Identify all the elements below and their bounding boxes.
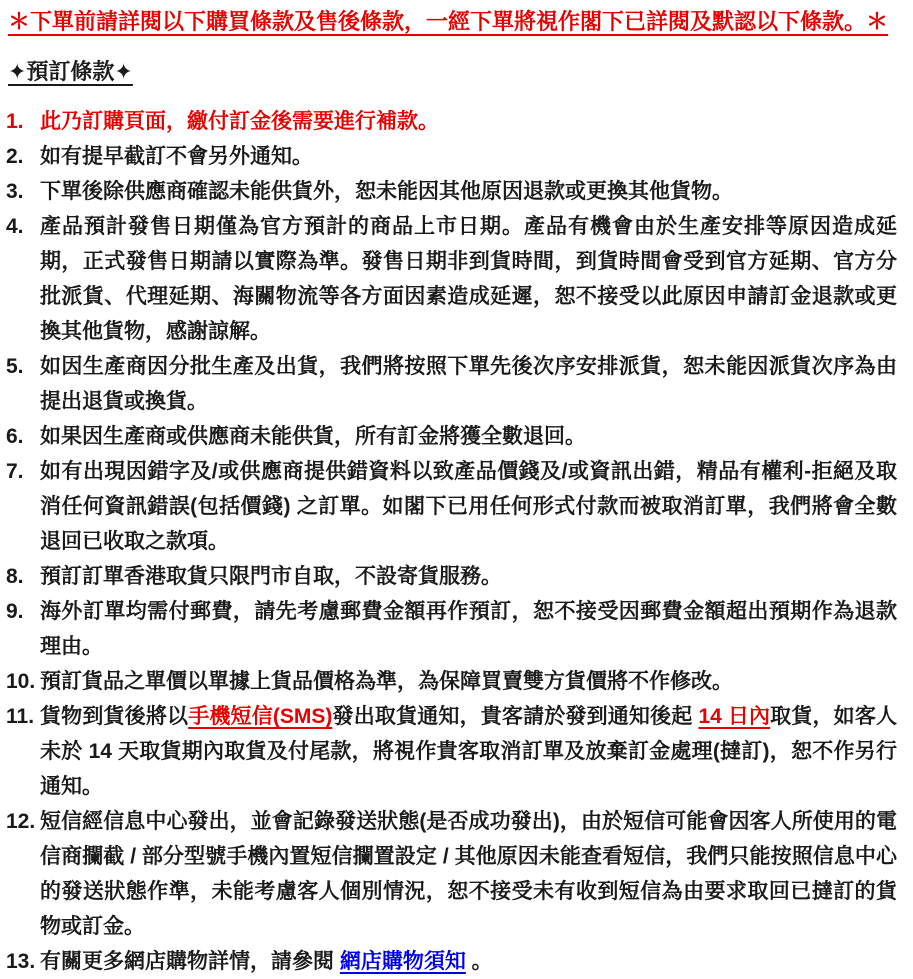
term-number: 7.	[6, 460, 24, 483]
term-item-11	[6, 699, 897, 804]
term-item-5	[6, 349, 897, 419]
term-number: 2.	[6, 145, 24, 168]
term-item-8	[6, 559, 897, 594]
term-item-1	[6, 104, 897, 139]
term-item-2	[6, 139, 897, 174]
term-number: 8.	[6, 565, 24, 588]
term-text	[40, 559, 897, 594]
store-shopping-guide-link[interactable]: 網店購物須知	[339, 950, 466, 973]
term-number: 13.	[6, 950, 36, 973]
term-text	[40, 349, 897, 419]
term-number: 9.	[6, 600, 24, 623]
text-segment: 貨物到貨後將以	[40, 705, 189, 728]
text-segment: 如因生產商因分批生產及出貨，我們將按照下單先後次序安排派貨，恕未能因派貨次序為由提出退貨或換貨。	[40, 355, 897, 413]
term-text	[40, 139, 897, 174]
term-number: 4.	[6, 215, 24, 238]
term-item-6	[6, 419, 897, 454]
term-text	[40, 454, 897, 559]
term-number: 3.	[6, 180, 24, 203]
term-text	[40, 804, 897, 944]
highlighted-text: 14 日內	[698, 705, 771, 728]
term-text	[40, 104, 897, 139]
term-text	[40, 944, 897, 979]
term-text	[40, 419, 897, 454]
term-text	[40, 664, 897, 699]
text-segment: 產品預計發售日期僅為官方預計的商品上市日期。產品有機會由於生產安排等原因造成延期，正式發售日期請以實際為準。發售日期非到貨時間，到貨時間會受到官方延期、官方分批派貨、代理延期、海關物流等各方面因素造成延遲，恕不接受以此原因申請訂金退款或更換其他貨物，感謝諒解。	[40, 215, 897, 343]
text-segment: 取貨，如客人未於 14 天取貨期內取貨及付尾款，將視作貴客取消訂單及放棄訂金處理(撻訂)，恕不作另行通知。	[40, 705, 898, 798]
term-number: 1.	[6, 110, 24, 133]
text-segment: 下單後除供應商確認未能供貨外，恕未能因其他原因退款或更換其他貨物。	[40, 180, 733, 203]
term-item-3	[6, 174, 897, 209]
text-segment: 如有出現因錯字及/或供應商提供錯資料以致產品價錢及/或資訊出錯，精品有權利-拒絕及取消任何資訊錯誤(包括價錢) 之訂單。如閣下已用任何形式付款而被取消訂單，我們將會全數退回已收取之款項。	[40, 460, 897, 553]
purchase-terms-notice: ＊下單前請詳閱以下購買條款及售後條款，一經下單將視作閣下已詳閱及默認以下條款。＊	[8, 9, 889, 34]
term-item-12	[6, 804, 897, 944]
term-number: 5.	[6, 355, 24, 378]
text-segment: 有關更多網店購物詳情，請參閱	[40, 950, 340, 973]
terms-list	[6, 104, 897, 979]
term-item-7	[6, 454, 897, 559]
text-segment: 如果因生產商或供應商未能供貨，所有訂金將獲全數退回。	[40, 425, 586, 448]
text-segment: 發出取貨通知，貴客請於發到通知後起	[332, 705, 699, 728]
text-segment: 此乃訂購頁面，繳付訂金後需要進行補款。	[40, 110, 439, 133]
highlighted-text: 手機短信(SMS)	[188, 705, 333, 728]
term-text	[40, 174, 897, 209]
preorder-terms-heading: ✦預訂條款✦	[8, 59, 133, 84]
text-segment: 。	[465, 950, 493, 973]
text-segment: 短信經信息中心發出，並會記錄發送狀態(是否成功發出)，由於短信可能會因客人所使用的電信商攔截 / 部分型號手機內置短信攔置設定 / 其他原因未能查看短信，我們只能按照信息中心的發送狀態作準，未能考慮客人個別情況，恕不接受未有收到短信為由要求取回已撻訂的貨物或訂金。	[40, 810, 897, 938]
term-number: 12.	[6, 810, 36, 833]
term-item-9	[6, 594, 897, 664]
term-item-10	[6, 664, 897, 699]
term-number: 10.	[6, 670, 36, 693]
term-text	[40, 594, 897, 664]
term-text	[40, 699, 897, 804]
text-segment: 海外訂單均需付郵費，請先考慮郵費金額再作預訂，恕不接受因郵費金額超出預期作為退款理由。	[40, 600, 897, 658]
term-text	[40, 209, 897, 349]
text-segment: 預訂貨品之單價以單據上貨品價格為準，為保障買賣雙方貨價將不作修改。	[40, 670, 733, 693]
term-item-4	[6, 209, 897, 349]
term-number: 6.	[6, 425, 24, 448]
term-number: 11.	[6, 705, 35, 728]
text-segment: 預訂訂單香港取貨只限門市自取，不設寄貨服務。	[40, 565, 502, 588]
text-segment: 如有提早截訂不會另外通知。	[40, 145, 313, 168]
term-item-13	[6, 944, 897, 979]
